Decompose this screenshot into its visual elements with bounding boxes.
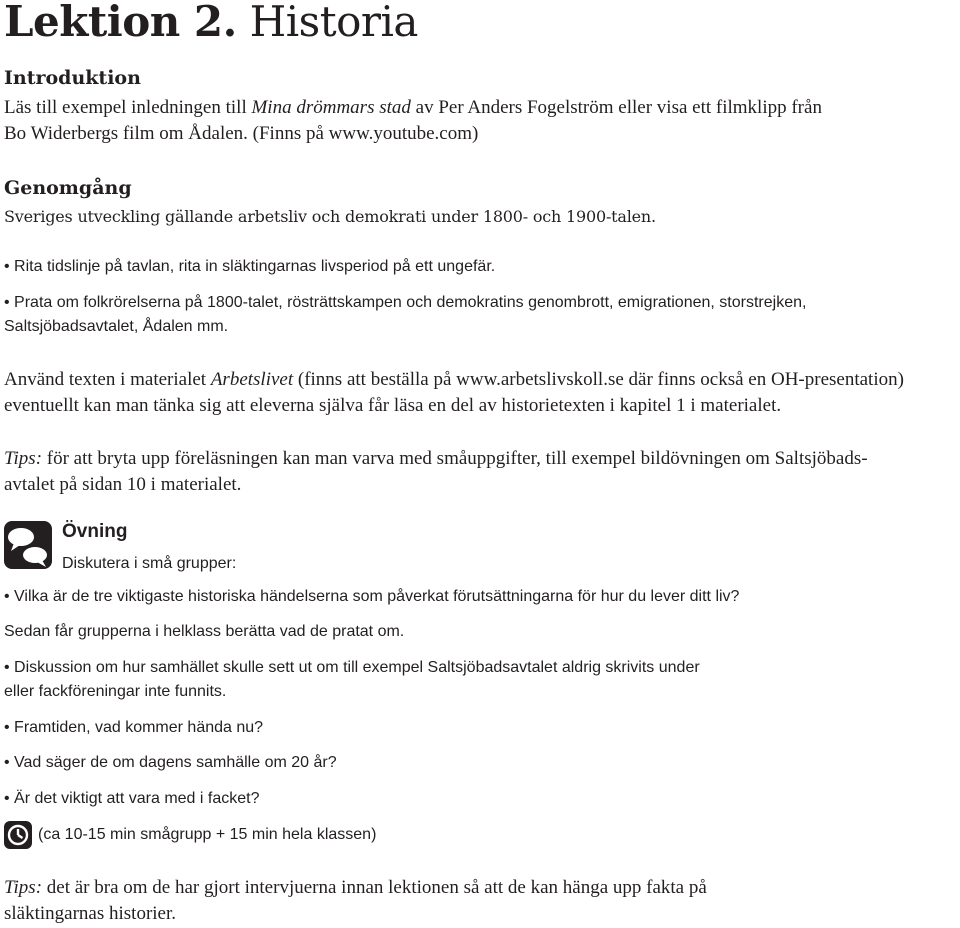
title-light: Historia bbox=[249, 0, 418, 46]
tips2-label: Tips: bbox=[4, 877, 43, 898]
tips2-line1: Tips: det är bra om de har gjort intervjuerna innan lektionen så att de kan hänga upp fakta på bbox=[4, 877, 707, 898]
ovning-q1: • Vilka är de tre viktigaste historiska händelserna som påverkat förutsättningarna för hur du lever ditt liv? bbox=[4, 588, 740, 605]
genomgang-bullet1: • Rita tidslinje på tavlan, rita in släktingarnas livsperiod på ett ungefär. bbox=[4, 258, 496, 275]
tips1-line1: Tips: för att bryta upp föreläsningen kan man varva med småuppgifter, till exempel bildövningen om Saltsjöbads- bbox=[4, 448, 868, 469]
clock-icon bbox=[4, 821, 32, 849]
speech-bubbles-icon bbox=[4, 521, 52, 569]
genomgang-bullet2-line1: • Prata om folkrörelserna på 1800-talet, rösträttskampen och demokratins genombrott, emigrationen, storstrejken, bbox=[4, 294, 807, 311]
ovning-q5: • Är det viktigt att vara med i facket? bbox=[4, 790, 260, 807]
tips2-line2: släktingarnas historier. bbox=[4, 903, 177, 924]
ovning-sub: Diskutera i små grupper: bbox=[62, 555, 237, 572]
ovning-q2-line2: eller fackföreningar inte funnits. bbox=[4, 683, 227, 700]
intro-heading: Introduktion bbox=[4, 67, 141, 89]
ovning-q1-after: Sedan får grupperna i helklass berätta vad de pratat om. bbox=[4, 623, 405, 640]
genomgang-line1: Sveriges utveckling gällande arbetsliv och demokrati under 1800- och 1900-talen. bbox=[4, 207, 656, 226]
genomgang-heading: Genomgång bbox=[4, 177, 132, 199]
ovning-heading: Övning bbox=[62, 521, 128, 542]
intro-line1: Läs till exempel inledningen till Mina drömmars stad av Per Anders Fogelström eller visa ett filmklipp från bbox=[4, 97, 822, 118]
ovning-q3: • Framtiden, vad kommer hända nu? bbox=[4, 719, 264, 736]
anvand-line2: eventuellt kan man tänka sig att eleverna själva får läsa en del av historietexten i kapitel 1 i materialet. bbox=[4, 395, 782, 416]
title-bold: Lektion 2. bbox=[4, 0, 237, 46]
genomgang-bullet2-line2: Saltsjöbadsavtalet, Ådalen mm. bbox=[4, 318, 229, 335]
intro-line2: Bo Widerbergs film om Ådalen. (Finns på www.youtube.com) bbox=[4, 123, 479, 144]
ovning-time: (ca 10-15 min smågrupp + 15 min hela klassen) bbox=[38, 826, 377, 843]
anvand-line1: Använd texten i materialet Arbetslivet (finns att beställa på www.arbetslivskoll.se där finns också en OH-presentation) bbox=[4, 369, 904, 390]
page-title bbox=[4, 0, 418, 46]
tips1-line2: avtalet på sidan 10 i materialet. bbox=[4, 474, 242, 495]
ovning-q4: • Vad säger de om dagens samhälle om 20 år? bbox=[4, 754, 337, 771]
ovning-q2-line1: • Diskussion om hur samhället skulle sett ut om till exempel Saltsjöbadsavtalet aldrig skrivits under bbox=[4, 659, 700, 676]
tips1-label: Tips: bbox=[4, 448, 43, 469]
